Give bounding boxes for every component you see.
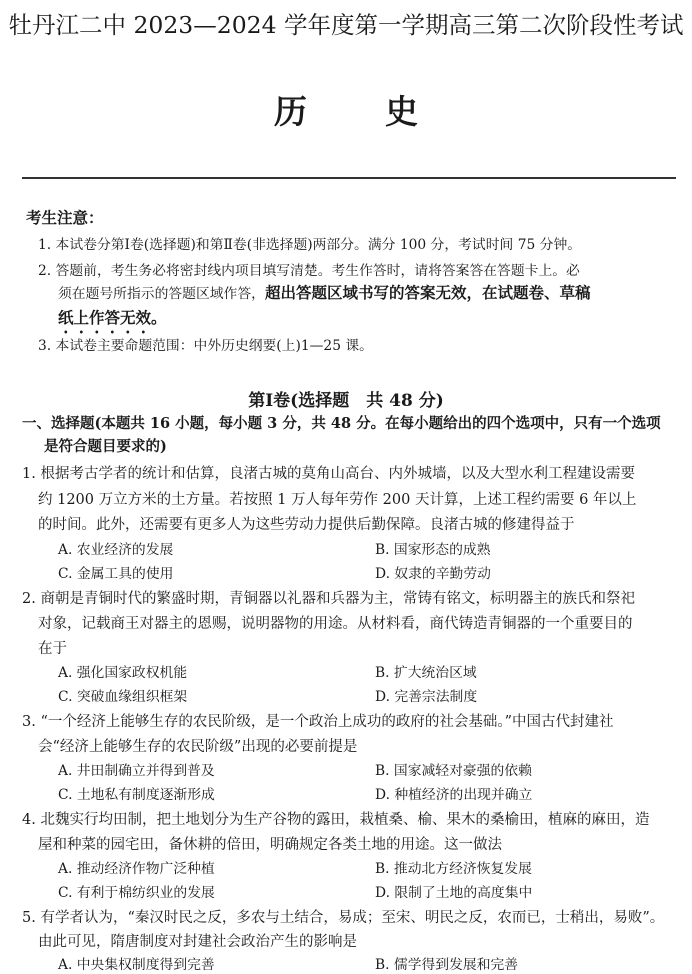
- notice-item-2-emphasis: 超出答题区域书写的答案无效，在试题卷、草稿: [264, 283, 591, 302]
- question-3-option-a: A. 井田制确立并得到普及: [58, 763, 215, 779]
- notice-item-2-line-1: 2. 答题前，考生务必将密封线内项目填写清楚。考生作答时，请将答案答在答题卡上。必: [38, 263, 580, 279]
- question-1-option-a: A. 农业经济的发展: [58, 542, 174, 558]
- question-1-option-c: C. 金属工具的使用: [58, 566, 174, 582]
- subject-char: 历: [274, 92, 307, 131]
- notice-item-3: 3. 本试卷主要命题范围：中外历史纲要(上)1—25 课。: [38, 338, 373, 354]
- question-4-line: 屋和种菜的园宅田，备休耕的倍田，明确规定各类土地的用途。这一做法: [38, 837, 502, 853]
- question-3-option-c: C. 土地私有制度逐渐形成: [58, 787, 215, 803]
- subject-char: 史: [385, 92, 418, 131]
- question-4-option-a: A. 推动经济作物广泛种植: [58, 861, 215, 877]
- section-1-line-2: 是符合题目要求的): [44, 438, 167, 455]
- header-divider: [22, 177, 676, 179]
- question-1-line: 约 1200 万立方米的土方量。若按照 1 万人每年劳作 200 天计算，上述工程约需要 6 年以上: [38, 492, 637, 508]
- question-1-option-d: D. 奴隶的辛勤劳动: [375, 566, 491, 582]
- question-3-line: 3. “一个经济上能够生存的农民阶级，是一个政治上成功的政府的社会基础。”中国古代封建社: [22, 714, 614, 730]
- question-4-option-b: B. 推动北方经济恢复发展: [375, 861, 532, 877]
- part-1-title: 第Ⅰ卷(选择题 共 48 分): [248, 391, 444, 411]
- question-5-line: 5. 有学者认为，“秦汉时民之反，多农与土结合，易成；至宋、明民之反，农而已，士稍出，易败”。: [22, 910, 665, 926]
- question-5-line: 由此可见，隋唐制度对封建社会政治产生的影响是: [38, 934, 357, 950]
- question-2-option-c: C. 突破血缘组织框架: [58, 689, 188, 705]
- question-2-option-a: A. 强化国家政权机能: [58, 665, 188, 681]
- question-2-line: 对象，记载商王对器主的恩赐，说明器物的用途。从材料看，商代铸造青铜器的一个重要目的: [38, 616, 633, 632]
- question-3-option-b: B. 国家减轻对豪强的依赖: [375, 763, 532, 779]
- question-2-option-d: D. 完善宗法制度: [375, 689, 478, 705]
- exam-title: 牡丹江二中 2023—2024 学年度第一学期高三第二次阶段性考试: [8, 11, 684, 39]
- question-2-option-b: B. 扩大统治区域: [375, 665, 477, 681]
- question-2-line: 在于: [38, 641, 67, 657]
- question-2-line: 2. 商朝是青铜时代的繁盛时期，青铜器以礼器和兵器为主，常铸有铭文，标明器主的族氏和祭祀: [22, 591, 635, 607]
- notice-item-1: 1. 本试卷分第Ⅰ卷(选择题)和第Ⅱ卷(非选择题)两部分。满分 100 分，考试时间 75 分钟。: [38, 237, 582, 253]
- notice-heading: 考生注意：: [26, 208, 104, 227]
- question-1-option-b: B. 国家形态的成熟: [375, 542, 491, 558]
- question-1-line: 的时间。此外，还需要有更多人为这些劳动力提供后勤保障。良渚古城的修建得益于: [38, 517, 575, 533]
- section-1-line-1: 一、选择题(本题共 16 小题，每小题 3 分，共 48 分。在每小题给出的四个选项中，只有一个选项: [22, 415, 661, 432]
- question-3-option-d: D. 种植经济的出现并确立: [375, 787, 533, 803]
- question-3-line: 会“经济上能够生存的农民阶级”出现的必要前提是: [38, 739, 358, 755]
- question-1-line: 1. 根据考古学者的统计和估算，良渚古城的莫角山高台、内外城墙，以及大型水利工程建设需要: [22, 466, 635, 482]
- question-4-line: 4. 北魏实行均田制，把土地划分为生产谷物的露田，栽植桑、榆、果木的桑榆田，植麻的麻田，造: [22, 812, 650, 828]
- question-4-option-d: D. 限制了土地的高度集中: [375, 885, 533, 901]
- notice-item-2-line-2: [58, 281, 590, 303]
- question-5-option-b: B. 儒学得到发展和完善: [375, 957, 519, 973]
- notice-item-2-line-3: 纸上作答无效。: [58, 308, 167, 327]
- question-5-option-a: A. 中央集权制度得到完善: [58, 957, 215, 973]
- question-4-option-c: C. 有利于棉纺织业的发展: [58, 885, 215, 901]
- notice-item-2-plain: 须在题号所指示的答题区域作答，: [58, 286, 265, 302]
- subject-title: [0, 86, 692, 133]
